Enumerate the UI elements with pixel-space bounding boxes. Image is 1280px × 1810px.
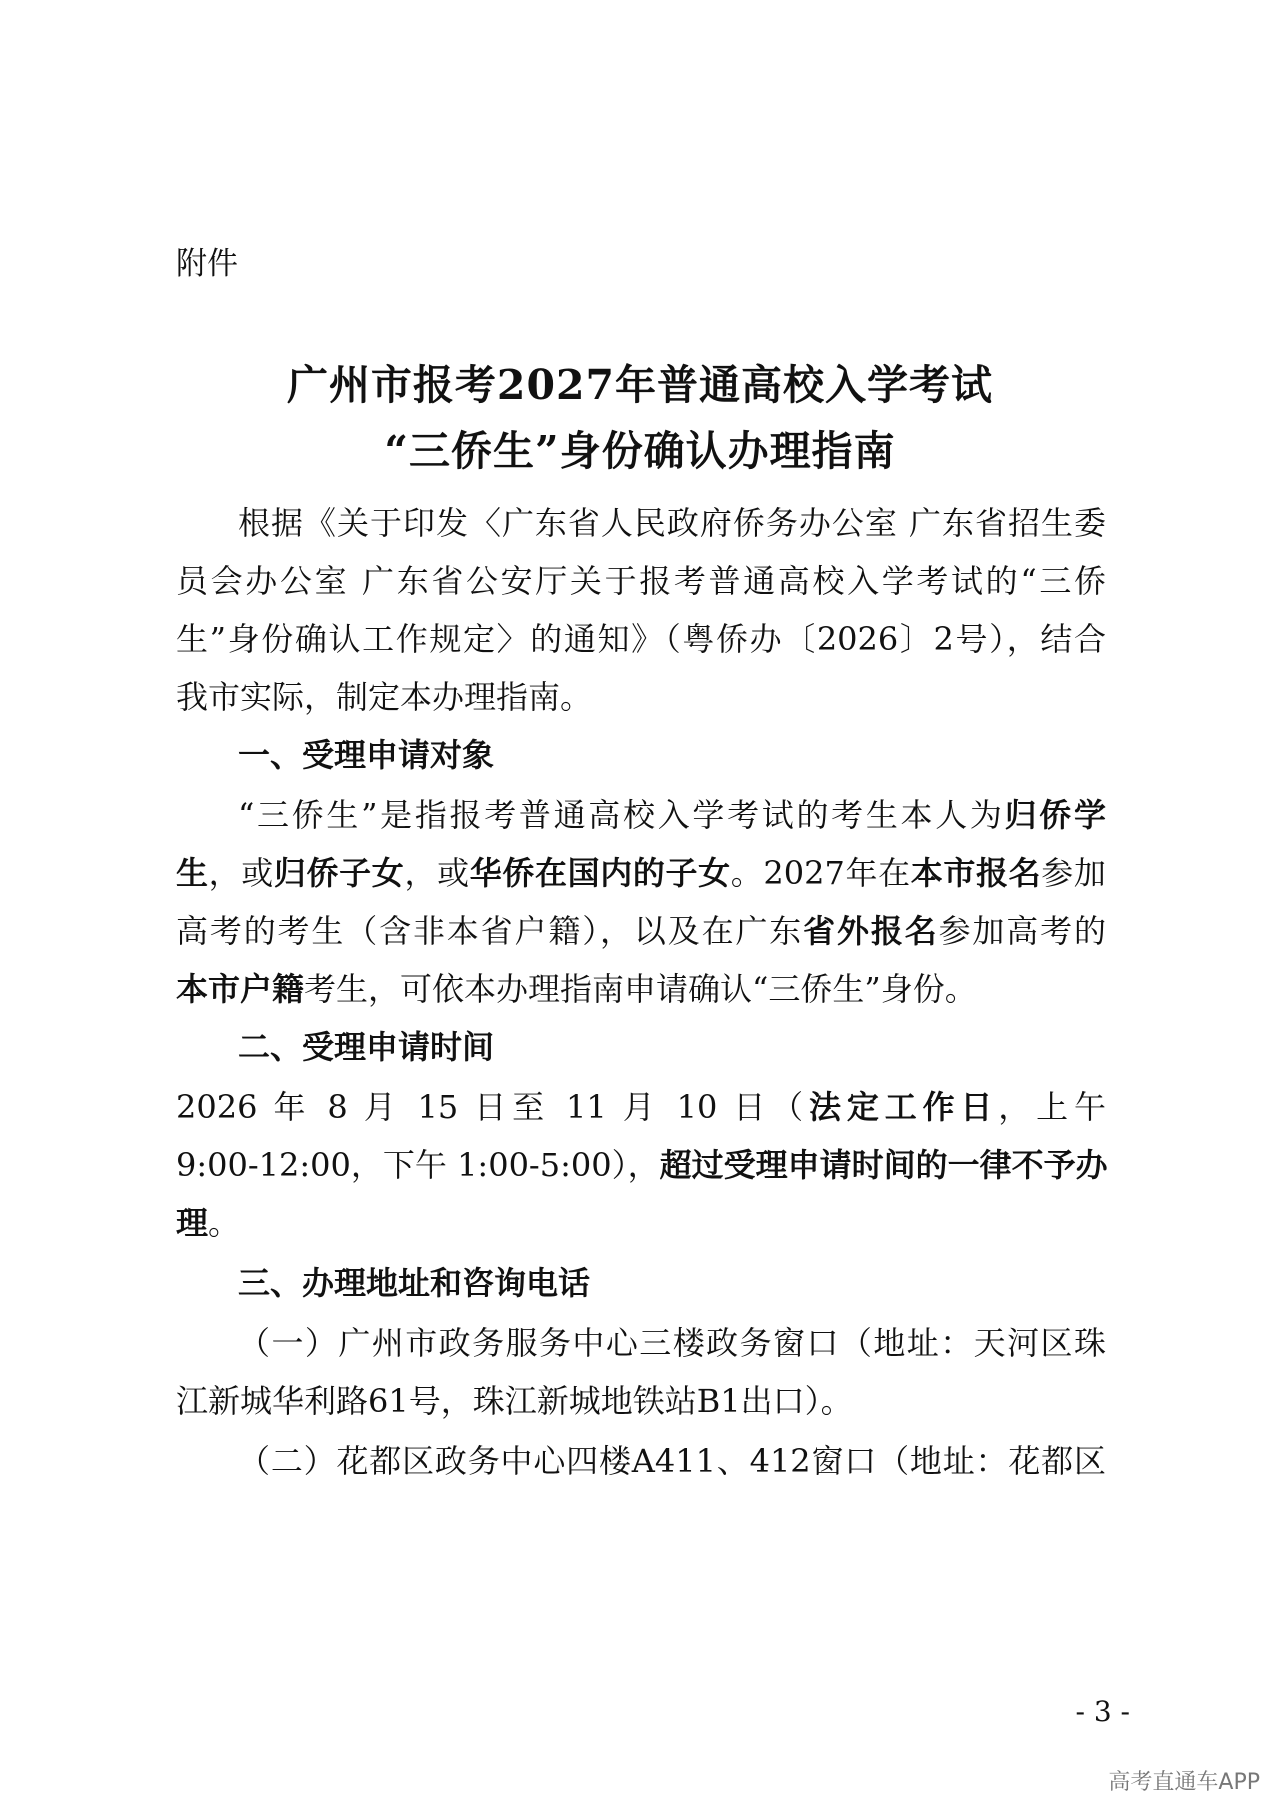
intro-line-3: 生”身份确认工作规定〉的通知》（粤侨办〔2026〕2号），结合	[176, 620, 1106, 658]
section2-text: 2026 年 8 月 15 日至 11 月 10 日（	[176, 1088, 810, 1126]
intro-line-1: 根据《关于印发〈广东省人民政府侨务办公室 广东省招生委	[238, 504, 1106, 542]
section2-bold-workdays: 法定工作日	[809, 1088, 999, 1126]
section2-text: 9:00-12:00，下午 1:00-5:00），	[176, 1146, 660, 1184]
section1-text: 考生，可依本办理指南申请确认“三侨生”身份。	[304, 970, 977, 1008]
intro-line-2: 员会办公室 广东省公安厅关于报考普通高校入学考试的“三侨	[176, 562, 1106, 600]
section1-text: ，或	[208, 854, 274, 892]
section1-line-3	[176, 906, 1106, 952]
section1-text: 参加高考的	[938, 912, 1106, 950]
section2-line-1	[176, 1082, 1106, 1128]
section3-line-1: （一）广州市政务服务中心三楼政务窗口（地址：天河区珠	[238, 1324, 1106, 1362]
section1-bold-text: 生	[176, 854, 209, 892]
section1-bold-outside-province: 省外报名	[803, 912, 939, 950]
section3-heading: 三、办理地址和咨询电话	[238, 1264, 591, 1302]
section1-text: 。2027年在	[730, 854, 911, 892]
intro-line-4: 我市实际，制定本办理指南。	[176, 678, 593, 716]
section2-heading: 二、受理申请时间	[238, 1028, 495, 1066]
document-title-line2: “三侨生”身份确认办理指南	[384, 427, 896, 475]
section1-line-1	[238, 790, 1106, 836]
section1-bold-overseas-children: 华侨在国内的子女	[469, 854, 731, 892]
watermark: 高考直通车APP	[1108, 1770, 1260, 1795]
section1-text: 参加	[1041, 854, 1106, 892]
section2-text: 。	[208, 1204, 241, 1242]
section1-line-2	[176, 848, 1106, 894]
section2-text: ，上午	[998, 1088, 1106, 1126]
page-number: - 3 -	[1075, 1695, 1130, 1728]
section1-text: 高考的考生（含非本省户籍），以及在广东	[176, 912, 804, 950]
section3-line-3: （二）花都区政务中心四楼A411、412窗口（地址：花都区	[238, 1442, 1106, 1480]
section2-bold-deadline: 超过受理申请时间的一律不予办	[659, 1146, 1108, 1184]
section2-line-2	[176, 1140, 1106, 1186]
section1-heading: 一、受理申请对象	[238, 736, 495, 774]
section1-bold-city-registration: 本市报名	[910, 854, 1042, 892]
section1-text: “三侨生”是指报考普通高校入学考试的考生本人为	[238, 796, 1005, 834]
section1-bold-returned-student: 归侨学	[1004, 796, 1106, 834]
section1-line-4	[176, 964, 1106, 1010]
section2-line-3	[176, 1198, 1106, 1244]
section3-line-2: 江新城华利路61号，珠江新城地铁站B1出口）。	[176, 1382, 853, 1420]
section2-bold-deadline-end: 理	[176, 1204, 209, 1242]
section1-bold-city-household: 本市户籍	[176, 970, 305, 1008]
section1-text: ，或	[404, 854, 470, 892]
document-title-line1: 广州市报考2027年普通高校入学考试	[286, 361, 994, 409]
section1-bold-returned-children: 归侨子女	[273, 854, 405, 892]
attachment-label: 附件	[176, 246, 238, 282]
